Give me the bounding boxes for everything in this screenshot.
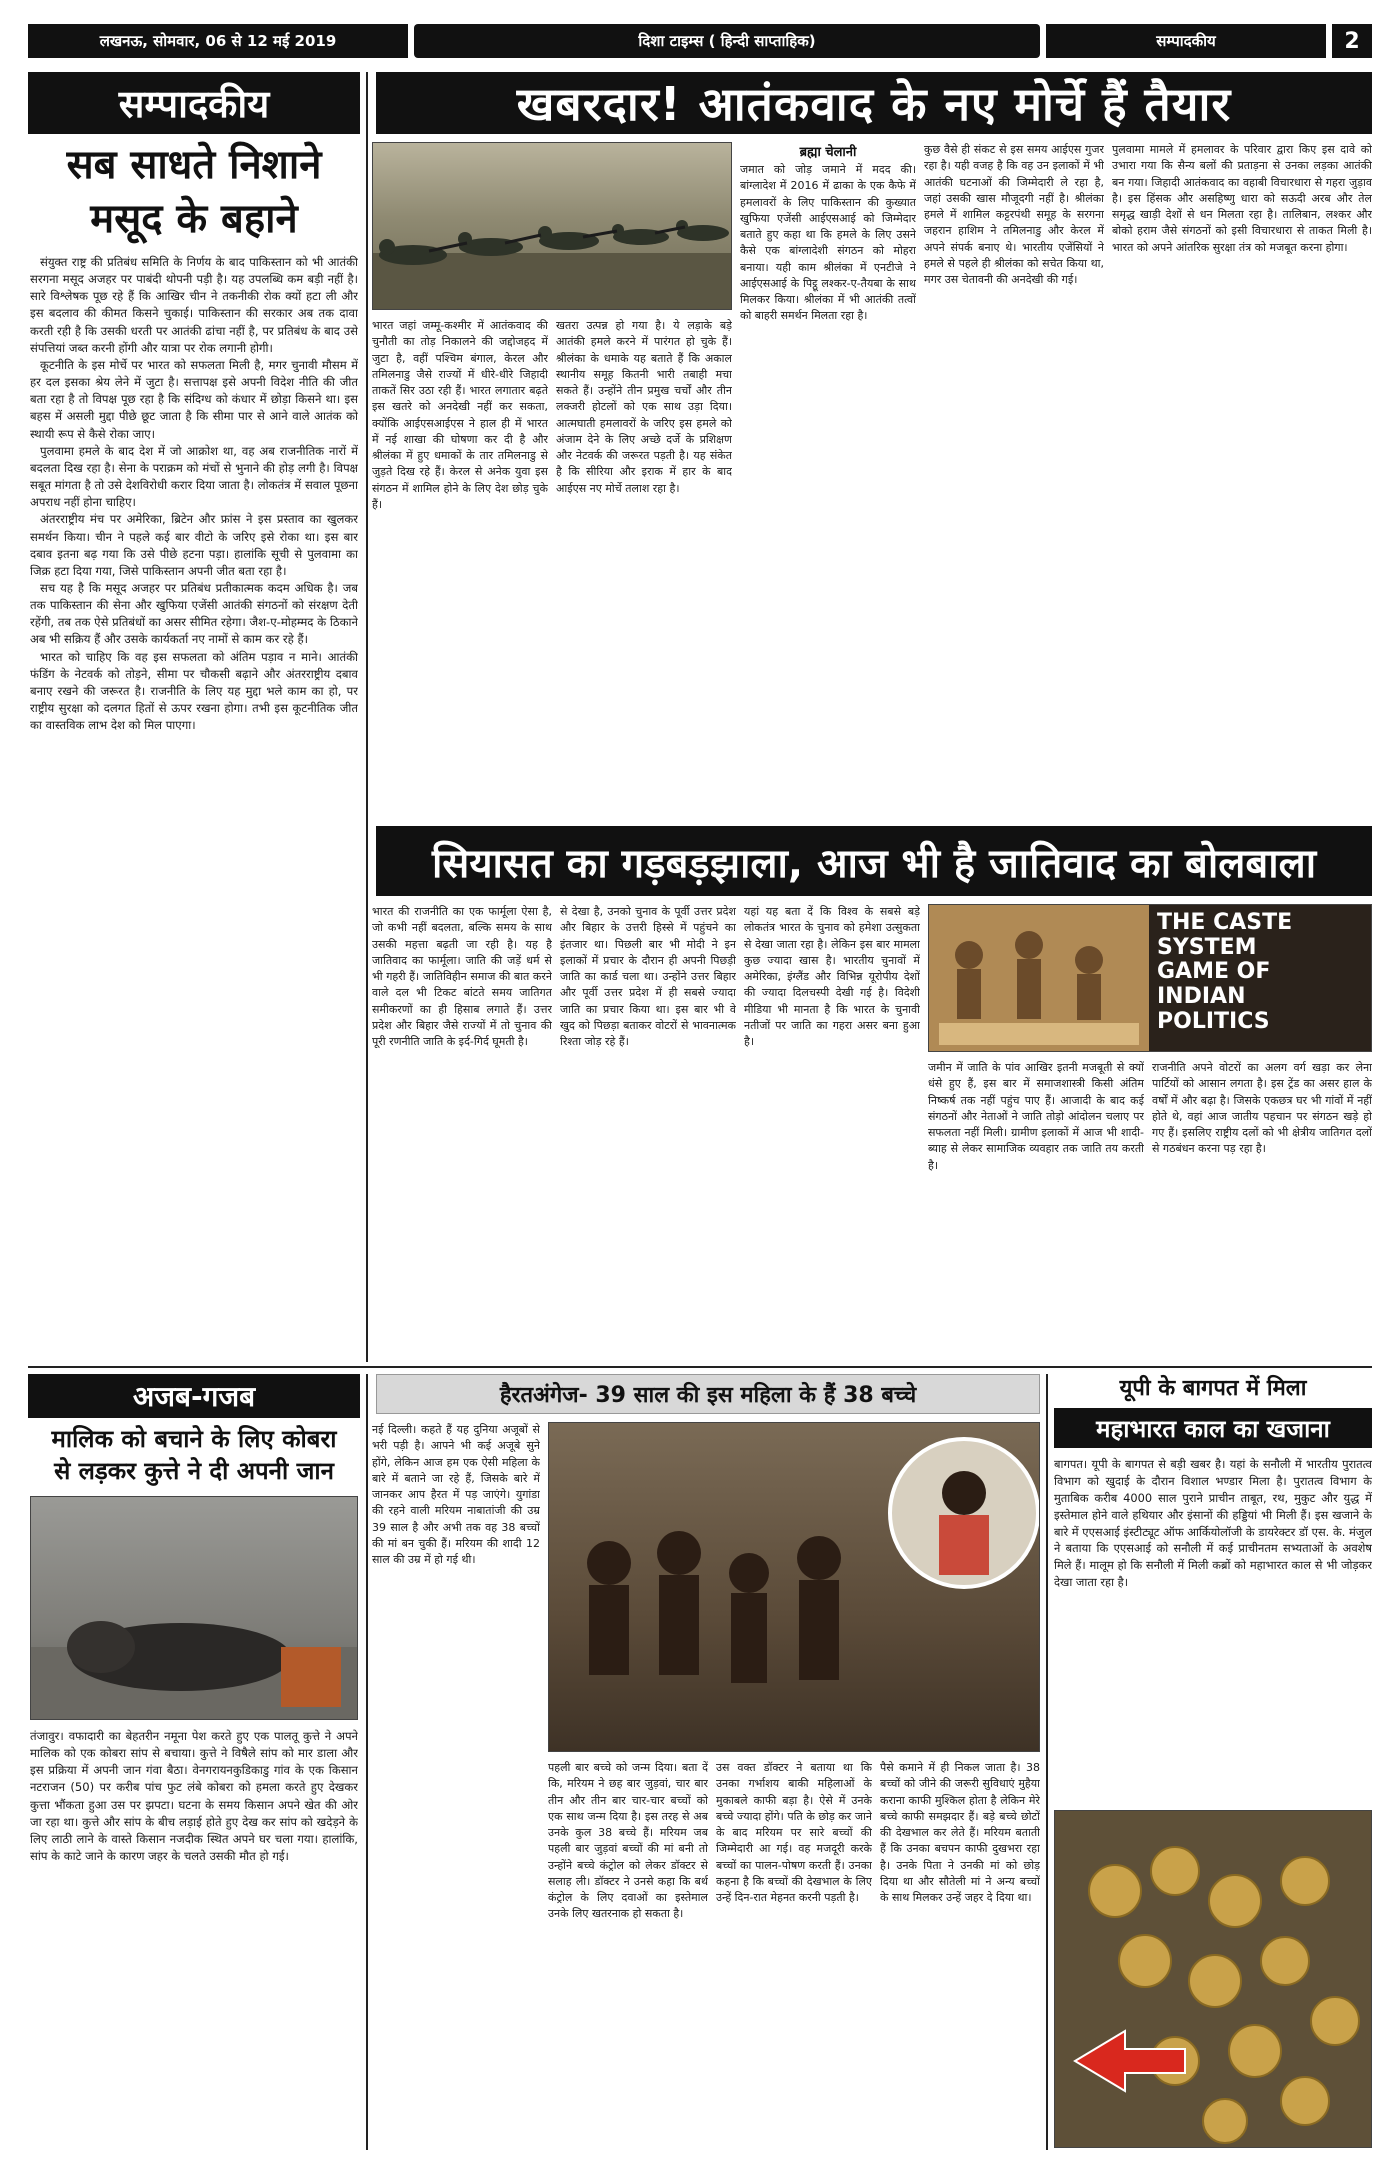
ajab-body: तंजावुर। वफादारी का बेहतरीन नमूना पेश करते हुए एक पालतू कुत्ते ने अपने मालिक को एक कोबरा सांप से बचाया। कुत्ते ने विषैले सांप को मार डाला और इस प्रक्रिया में अपनी जान गंवा बैठा। वेनगरायनकुडिकाडु गांव के एक किसान नटराजन (50) पर करीब पांच फुट लंबे कोबरा को हमला करते हुए देखकर कुत्ता भौंकता हुआ उस पर झपटा। घटना के समय किसान अपने खेत की ओर जा रहा था। कुत्ते और सांप के बीच लड़ाई होते हुए देख कर सांप को खदेड़ने के लिए लाठी लाने के वास्ते किसान नजदीक स्थित अपने घर चला गया। हालांकि, सांप के काटे जाने के कारण जहर के चलते उसकी मौत हो गई। [30,1729,358,1864]
dog-photo [30,1496,358,1720]
poster-line: THE CASTE [1157,910,1293,935]
caste-poster-text [1157,911,1367,1034]
masthead-bar [28,24,1372,58]
lead-col-3: जमात को जोड़ जमाने में मदद की। बांग्लादेश में 2016 में ढाका के एक कैफे में हमलावरों के लिए पाकिस्तान की कुख्यात खुफिया एजेंसी आईएसआई को जिम्मेदार बताते हुए कहा था कि हमले के लिए उसने कैसे एक बांग्लादेशी संगठन को मोहरा बनाया। यही काम श्रीलंका में एनटीजे ने आईएसआई के पिट्ठू लश्कर-ए-तैयबा के साथ मिलकर किया। श्रीलंका में भी आतंकी तत्वों को बाहरी समर्थन मिलता रहा है। [740,163,916,323]
lead-col-4: कुछ वैसे ही संकट से इस समय आईएस गुजर रहा है। यही वजह है कि वह उन इलाकों में भी आतंकी घटनाओं की जिम्मेदारी ले रहा है, जहां उसकी खास मौजूदगी नहीं है। श्रीलंका हमले में शामिल कट्टरपंथी समूह के सरगना जहरान हाशिम ने तमिलनाडु और केरल में अपने संपर्क बनाए थे। भारतीय एजेंसियों ने हमले से पहले ही श्रीलंका को सचेत किया था, मगर उस चेतावनी की अनदेखी की गई। [924,143,1104,287]
issue-date: लखनऊ, सोमवार, 06 से 12 मई 2019 [28,24,408,58]
caste-poster-image [928,904,1372,1052]
haitrat-col-4: पैसे कमाने में ही निकल जाता है। 38 बच्चों को जीने की जरूरी सुविधाएं मुहैया कराना काफी मुश्किल होता है लेकिन मेरे बच्चे काफी समझदार हैं। बड़े बच्चे छोटों की देखभाल कर लेते हैं। मरियम बताती हैं कि उनका बचपन काफी दुखभरा रहा है। उनके पिता ने उनकी मां को छोड़ दिया था और सौतेली मां ने अन्य बच्चों के साथ मिलकर उन्हें जहर दे दिया था। [880,1761,1040,1905]
soldiers-photo [372,142,732,310]
editorial-paragraph: पुलवामा हमले के बाद देश में जो आक्रोश था, वह अब राजनीतिक नारों में बदलता दिख रहा है। सेना के पराक्रम को मंचों से भुनाने की होड़ लगी है। विपक्ष सबूत मांगता है तो उसे देशविरोधी करार दिया जाता है। लोकतंत्र में सवाल पूछना अपराध नहीं होना चाहिए। [30,443,358,510]
editorial-paragraph: अंतरराष्ट्रीय मंच पर अमेरिका, ब्रिटेन और फ्रांस ने इस प्रस्ताव का खुलकर समर्थन किया। चीन ने पहले कई बार वीटो के जरिए इसे रोका था। इस बार दबाव इतना बढ़ गया कि उसे पीछे हटना पड़ा। हालांकि सूची से पुलवामा का जिक्र हटा दिया गया, जिसे पाकिस्तान अपनी जीत बता रहा है। [30,512,358,578]
lead-col-1: भारत जहां जम्मू-कश्मीर में आतंकवाद की चुनौती का तोड़ निकालने की जद्दोजहद में जुटा है, वहीं पश्चिम बंगाल, केरल और तमिलनाडु जैसे राज्यों में धीरे-धीरे जिहादी ताकतें सिर उठा रही हैं। भारत लगातार बढ़ते इस खतरे को अनदेखी नहीं कर सकता, क्योंकि आईएसआईएस ने हाल ही में भारत में नई शाखा की घोषणा कर दी है और श्रीलंका में हुए धमाकों के तार तमिलनाडु से जुड़ते दिख रहे हैं। केरल से अनेक युवा इस संगठन में शामिल होने के लिए देश छोड़ चुके हैं। [372,319,548,511]
poster-line: GAME OF [1157,959,1271,985]
editorial-label: सम्पादकीय [28,72,360,134]
lead-col-2: खतरा उत्पन्न हो गया है। ये लड़ाके बड़े आतंकी हमले करने में पारंगत हो चुके हैं। श्रीलंका के धमाके यह बताते हैं कि अकाल स्थानीय समूह कितनी भारी तबाही मचा सकते हैं। उन्होंने तीन प्रमुख चर्चों और तीन लक्जरी होटलों को एक साथ उड़ा दिया। आत्मघाती हमलावरों के जरिए इस हमले को अंजाम देने के लिए अच्छे दर्जे के प्रशिक्षण और नेटवर्क की जरूरत पड़ती है। यह संकेत है कि सीरिया और इराक में हार के बाद आईएस नए मोर्चे तलाश रहा है। [556,319,732,495]
editorial-headline-2: मसूद के बहाने [90,196,298,242]
ajab-headline-1: मालिक को बचाने के लिए कोबरा [51,1425,337,1453]
page-number: 2 [1332,24,1372,58]
up-headline-1: यूपी के बागपत में मिला [1119,1376,1307,1401]
column-divider [366,1374,368,2150]
haitrat-col-1: नई दिल्ली। कहते हैं यह दुनिया अजूबों से भरी पड़ी है। आपने भी कई अजूबे सुने होंगे, लेकिन आज हम एक ऐसी महिला के बारे में बताने जा रहे हैं, जिसके बारे में जानकर आप हैरत में पड़ जाएंगे। युगांडा की रहने वाली मरियम नाबातांजी की उम्र 39 साल है और अभी तक वह 38 बच्चों की मां बन चुकी हैं। मरियम की शादी 12 साल की उम्र में हो गई थी। [372,1423,540,1567]
editorial-paragraph: संयुक्त राष्ट्र की प्रतिबंध समिति के निर्णय के बाद पाकिस्तान को भी आतंकी सरगना मसूद अजहर पर पाबंदी थोपनी पड़ी है। यह उपलब्धि कम बड़ी नहीं है। सारे विश्लेषक पूछ रहे हैं कि आखिर चीन ने तकनीकी रोक क्यों हटा ली और इस बदलाव की कीमत किसने चुकाई। पाकिस्तान की सरकार अब तक दावा करती रही है कि उसकी धरती पर आतंकी ढांचा नहीं है, पर प्रतिबंध के बाद उसे संपत्तियां जब्त करनी होंगी और यात्रा पर रोक लगानी होगी। [30,255,358,355]
editorial-paragraph: कूटनीति के इस मोर्चे पर भारत को सफलता मिली है, मगर चुनावी मौसम में हर दल इसका श्रेय लेने में जुटा है। सत्तापक्ष इसे अपनी विदेश नीति की जीत बता रहा है तो विपक्ष पूछ रहा है कि संदिग्ध को कंधार में छोड़ा किसने था। इस बहस में असली मुद्दा पीछे छूट जाता है कि सीमा पार से आने वाले आतंक को स्थायी रूप से कैसे रोका जाए। [30,357,358,441]
column-divider [1046,1374,1048,2150]
up-body: बागपत। यूपी के बागपत से बड़ी खबर है। यहां के सनौली में भारतीय पुरातत्व विभाग को खुदाई के दौरान विशाल भण्डार मिला है। पुरातत्व विभाग के मुताबिक करीब 4000 साल पुराने प्राचीन ताबूत, रथ, मुकुट और युद्ध में इस्तेमाल होने वाले हथियार और इंसानों की हड्डियां भी मिली हैं। इस खजाने के बारे में एएसआई इंस्टीट्यूट ऑफ आर्कियोलॉजी के डायरेक्टर डॉ एस. के. मंजुल ने बताया कि एएसआई को सनौली में कई प्राचीनतम सभ्यताओं के अवशेष मिले हैं। मालूम हो कि सनौली में मिली कब्रों को महाभारत काल से भी जोड़कर देखा जाता रहा है। [1054,1457,1372,1590]
lead-col-5: पुलवामा मामले में हमलावर के परिवार द्वारा किए इस दावे को उभारा गया कि सैन्य बलों की प्रताड़ना से उनका लड़का आतंकी बन गया। जिहादी आतंकवाद का वहाबी विचारधारा से गहरा जुड़ाव है। इस हिंसक और असहिष्णु धारा को सऊदी अरब और तेल समृद्ध खाड़ी देशों से धन मिलता रहा है। तालिबान, लश्कर और बोको हराम जैसे संगठनों को इसी विचारधारा से ताकत मिली है। भारत को अपने आंतरिक सुरक्षा तंत्र को मजबूत करना होगा। [1112,143,1372,254]
caste-headline: सियासत का गड़बड़झाला, आज भी है जातिवाद का बोलबाला [376,826,1372,896]
paper-name: दिशा टाइम्स ( हिन्दी साप्ताहिक) [414,24,1040,58]
caste-col-1: भारत की राजनीति का एक फार्मूला ऐसा है, जो कभी नहीं बदलता, बल्कि समय के साथ उसकी महत्ता बढ़ती जा रही है। यह है जातिवाद का फार्मूला। जाति की जड़ें धर्म से भी गहरी हैं। जातिविहीन समाज की बात करने वाले दल भी टिकट बांटते समय जातिगत समीकरणों का ही हिसाब लगाते हैं। उत्तर प्रदेश और बिहार जैसे राज्यों में तो चुनाव की पूरी रणनीति जाति के इर्द-गिर्द घूमती है। [372,905,552,1049]
haitrat-col-3: उस वक्त डॉक्टर ने बताया था कि उनका गर्भाशय बाकी महिलाओं के मुकाबले काफी बड़ा है। ऐसे में उनके बच्चे ज्यादा होंगे। पति के छोड़ कर जाने के बाद मरियम पर सारे बच्चों की जिम्मेदारी आ गई। वह मजदूरी करके बच्चों का पालन-पोषण करती हैं। उनका कहना है कि बच्चों की देखभाल के लिए उन्हें दिन-रात मेहनत करनी पड़ती है। [716,1761,872,1905]
column-divider [366,72,368,1362]
caste-col-3: यहां यह बता दें कि विश्व के सबसे बड़े लोकतंत्र भारत के चुनाव को हमेशा उत्सुकता से देखा जाता रहा है। लेकिन इस बार मामला कुछ ज्यादा खास है। भारतीय चुनावों में अमेरिका, इंग्लैंड और विभिन्न यूरोपीय देशों की ज्यादा दिलचस्पी देखी गई है। विदेशी मीडिया भी मानता है कि भारत के चुनावी नतीजों पर जाति का गहरा असर बना हुआ है। [744,905,920,1049]
lead-byline: ब्रह्मा चेलानी [799,145,857,160]
editorial-paragraph: भारत को चाहिए कि वह इस सफलता को अंतिम पड़ाव न माने। आतंकी फंडिंग के नेटवर्क को तोड़ने, सीमा पर चौकसी बढ़ाने और अंतरराष्ट्रीय दबाव बनाए रखने की जरूरत है। राजनीति के लिए यह मुद्दा भले काम का हो, पर राष्ट्रीय सुरक्षा को दलगत हितों से ऊपर रखना होगा। तभी इस कूटनीतिक जीत का वास्तविक लाभ देश को मिल पाएगा। [30,649,358,733]
editorial-headline-1: सब साधते निशाने [66,142,322,188]
mother-children-photo [548,1422,1040,1752]
ajab-headline-2: से लड़कर कुत्ते ने दी अपनी जान [54,1457,334,1485]
treasure-photo [1054,1810,1372,2148]
up-headline-2: महाभारत काल का खजाना [1054,1408,1372,1448]
poster-line: SYSTEM [1157,934,1257,960]
ajab-gajab-label: अजब-गजब [28,1374,360,1418]
editorial-body [30,254,358,1274]
caste-col-4: जमीन में जाति के पांव आखिर इतनी मजबूती से क्यों धंसे हुए हैं, इस बार में समाजशास्त्री किसी अंतिम निष्कर्ष तक नहीं पहुंच पाए हैं। आजादी के बाद कई संगठनों और नेताओं ने जाति तोड़ो आंदोलन चलाए पर सफलता नहीं मिली। ग्रामीण इलाकों में आज भी शादी-ब्याह से लेकर सामाजिक व्यवहार तक जाति तय करती है। [928,1061,1144,1172]
caste-col-2: से देखा है, उनको चुनाव के पूर्वी उत्तर प्रदेश और बिहार के उत्तरी हिस्से में पहुंचने का इंतजार था। पिछली बार भी मोदी ने इन इलाकों में प्रचार के दौरान ही अपनी पिछड़ी जाति का कार्ड चला था। उन्होंने उत्तर बिहार और पूर्वी उत्तर प्रदेश में ही सबसे ज्यादा जाति का प्रचार किया था। इस बार भी वे खुद को पिछड़ा बताकर वोटरों से भावनात्मक रिश्ता जोड़ रहे हैं। [560,905,736,1049]
poster-line: POLITICS [1157,1008,1270,1034]
section-divider [28,1366,1372,1368]
haitrat-headline: हैरतअंगेज- 39 साल की इस महिला के हैं 38 बच्चे [376,1374,1040,1414]
editorial-paragraph: सच यह है कि मसूद अजहर पर प्रतिबंध प्रतीकात्मक कदम अधिक है। जब तक पाकिस्तान की सेना और खुफिया एजेंसी आतंकी संगठनों को संरक्षण देती रहेंगी, तब तक ऐसे प्रतिबंधों का असर सीमित रहेगा। जैश-ए-मोहम्मद के ठिकाने अब भी सक्रिय हैं और उसके कार्यकर्ता नए नामों से काम कर रहे हैं। [30,580,358,647]
section-name: सम्पादकीय [1046,24,1326,58]
poster-line: INDIAN [1157,983,1246,1009]
caste-col-5: राजनीति अपने वोटरों का अलग वर्ग खड़ा कर लेना पार्टियों को आसान लगता है। इस ट्रेंड का असर हाल के वर्षों में और बढ़ा है। जिसके एकछत्र घर भी गांवों में नहीं होते थे, वहां आज जातीय पहचान पर संगठन खड़े हो गए हैं। इसलिए राष्ट्रीय दलों को भी क्षेत्रीय जातिगत दलों से गठबंधन करना पड़ रहा है। [1152,1061,1372,1156]
lead-headline: खबरदार! आतंकवाद के नए मोर्चे हैं तैयार [376,72,1372,134]
haitrat-col-2: पहली बार बच्चे को जन्म दिया। बता दें कि, मरियम ने छह बार जुड़वां, चार बार तीन और तीन बार चार-चार बच्चों को एक साथ जन्म दिया है। इस तरह से अब उनके कुल 38 बच्चे हैं। मरियम जब पहली बार जुड़वां बच्चों की मां बनी तो उन्होंने बच्चे कंट्रोल को लेकर डॉक्टर से सलाह ली। डॉक्टर ने उनसे कहा कि बर्थ कंट्रोल के लिए दवाओं का इस्तेमाल उनके लिए खतरनाक हो सकता है। [548,1761,708,1921]
